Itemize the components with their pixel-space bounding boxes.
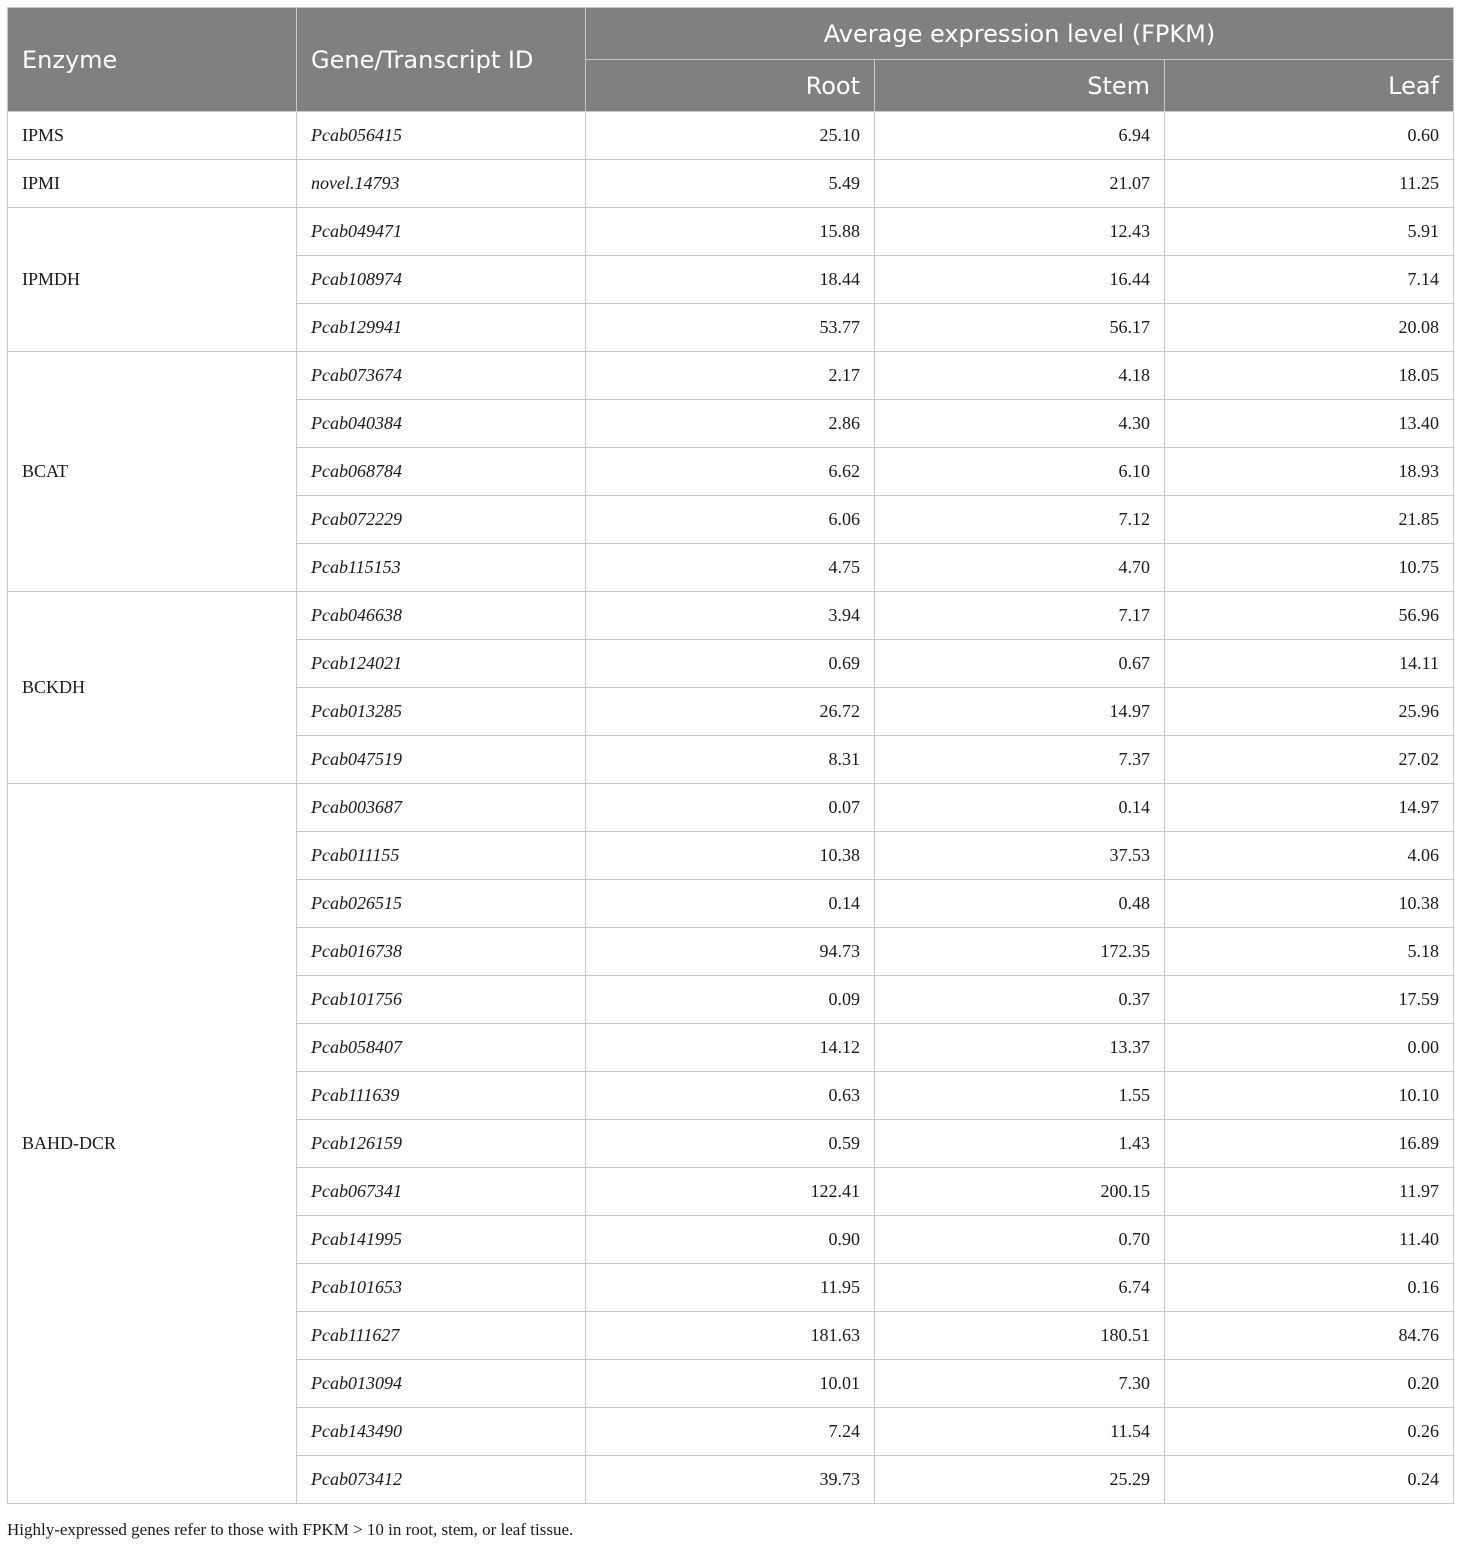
header-enzyme: Enzyme <box>8 8 297 112</box>
leaf-value-cell: 21.85 <box>1165 496 1454 544</box>
leaf-value-cell: 7.14 <box>1165 256 1454 304</box>
leaf-value-cell: 0.60 <box>1165 112 1454 160</box>
gene-id-cell: Pcab129941 <box>297 304 586 352</box>
root-value-cell: 18.44 <box>586 256 875 304</box>
gene-id-cell: Pcab101653 <box>297 1264 586 1312</box>
gene-id-cell: Pcab013094 <box>297 1360 586 1408</box>
stem-value-cell: 21.07 <box>875 160 1165 208</box>
header-expression-group: Average expression level (FPKM) <box>586 8 1454 60</box>
root-value-cell: 181.63 <box>586 1312 875 1360</box>
root-value-cell: 7.24 <box>586 1408 875 1456</box>
gene-id-cell: Pcab013285 <box>297 688 586 736</box>
leaf-value-cell: 0.26 <box>1165 1408 1454 1456</box>
gene-id-cell: Pcab111639 <box>297 1072 586 1120</box>
gene-id-cell: Pcab108974 <box>297 256 586 304</box>
leaf-value-cell: 84.76 <box>1165 1312 1454 1360</box>
stem-value-cell: 0.14 <box>875 784 1165 832</box>
stem-value-cell: 16.44 <box>875 256 1165 304</box>
root-value-cell: 26.72 <box>586 688 875 736</box>
stem-value-cell: 1.55 <box>875 1072 1165 1120</box>
table-row <box>8 112 1454 160</box>
root-value-cell: 4.75 <box>586 544 875 592</box>
root-value-cell: 0.90 <box>586 1216 875 1264</box>
leaf-value-cell: 0.16 <box>1165 1264 1454 1312</box>
table-footnote: Highly-expressed genes refer to those with FPKM > 10 in root, stem, or leaf tissue. <box>7 1520 574 1539</box>
leaf-value-cell: 25.96 <box>1165 688 1454 736</box>
header-stem: Stem <box>875 60 1165 112</box>
header-leaf: Leaf <box>1165 60 1454 112</box>
root-value-cell: 0.09 <box>586 976 875 1024</box>
root-value-cell: 25.10 <box>586 112 875 160</box>
stem-value-cell: 14.97 <box>875 688 1165 736</box>
root-value-cell: 0.14 <box>586 880 875 928</box>
leaf-value-cell: 17.59 <box>1165 976 1454 1024</box>
root-value-cell: 14.12 <box>586 1024 875 1072</box>
expression-table-container <box>7 7 1453 1504</box>
gene-id-cell: Pcab124021 <box>297 640 586 688</box>
stem-value-cell: 0.70 <box>875 1216 1165 1264</box>
table-row <box>8 208 1454 256</box>
table-body <box>8 112 1454 1504</box>
root-value-cell: 122.41 <box>586 1168 875 1216</box>
root-value-cell: 0.59 <box>586 1120 875 1168</box>
gene-id-cell: Pcab011155 <box>297 832 586 880</box>
stem-value-cell: 25.29 <box>875 1456 1165 1504</box>
gene-id-cell: Pcab026515 <box>297 880 586 928</box>
stem-value-cell: 0.37 <box>875 976 1165 1024</box>
table-row <box>8 160 1454 208</box>
leaf-value-cell: 18.93 <box>1165 448 1454 496</box>
header-root: Root <box>586 60 875 112</box>
gene-id-cell: Pcab068784 <box>297 448 586 496</box>
enzyme-cell: BAHD-DCR <box>8 784 297 1504</box>
gene-id-cell: Pcab073412 <box>297 1456 586 1504</box>
stem-value-cell: 4.70 <box>875 544 1165 592</box>
gene-id-cell: Pcab049471 <box>297 208 586 256</box>
stem-value-cell: 6.10 <box>875 448 1165 496</box>
table-row <box>8 592 1454 640</box>
leaf-value-cell: 16.89 <box>1165 1120 1454 1168</box>
gene-id-cell: Pcab003687 <box>297 784 586 832</box>
leaf-value-cell: 10.75 <box>1165 544 1454 592</box>
stem-value-cell: 37.53 <box>875 832 1165 880</box>
leaf-value-cell: 13.40 <box>1165 400 1454 448</box>
gene-id-cell: Pcab101756 <box>297 976 586 1024</box>
root-value-cell: 0.63 <box>586 1072 875 1120</box>
root-value-cell: 39.73 <box>586 1456 875 1504</box>
gene-id-cell: Pcab141995 <box>297 1216 586 1264</box>
stem-value-cell: 13.37 <box>875 1024 1165 1072</box>
root-value-cell: 11.95 <box>586 1264 875 1312</box>
stem-value-cell: 7.30 <box>875 1360 1165 1408</box>
leaf-value-cell: 27.02 <box>1165 736 1454 784</box>
leaf-value-cell: 20.08 <box>1165 304 1454 352</box>
stem-value-cell: 56.17 <box>875 304 1165 352</box>
stem-value-cell: 180.51 <box>875 1312 1165 1360</box>
root-value-cell: 15.88 <box>586 208 875 256</box>
gene-id-cell: Pcab126159 <box>297 1120 586 1168</box>
stem-value-cell: 6.94 <box>875 112 1165 160</box>
leaf-value-cell: 11.25 <box>1165 160 1454 208</box>
stem-value-cell: 11.54 <box>875 1408 1165 1456</box>
gene-id-cell: Pcab056415 <box>297 112 586 160</box>
root-value-cell: 10.38 <box>586 832 875 880</box>
enzyme-cell: IPMS <box>8 112 297 160</box>
gene-id-cell: Pcab073674 <box>297 352 586 400</box>
leaf-value-cell: 10.38 <box>1165 880 1454 928</box>
expression-table <box>7 7 1454 1504</box>
root-value-cell: 2.17 <box>586 352 875 400</box>
gene-id-cell: Pcab143490 <box>297 1408 586 1456</box>
gene-id-cell: Pcab047519 <box>297 736 586 784</box>
table-header <box>8 8 1454 112</box>
root-value-cell: 5.49 <box>586 160 875 208</box>
enzyme-cell: BCAT <box>8 352 297 592</box>
header-gene-id: Gene/Transcript ID <box>297 8 586 112</box>
stem-value-cell: 12.43 <box>875 208 1165 256</box>
root-value-cell: 0.07 <box>586 784 875 832</box>
gene-id-cell: Pcab040384 <box>297 400 586 448</box>
root-value-cell: 53.77 <box>586 304 875 352</box>
stem-value-cell: 200.15 <box>875 1168 1165 1216</box>
table-row <box>8 784 1454 832</box>
root-value-cell: 6.62 <box>586 448 875 496</box>
root-value-cell: 10.01 <box>586 1360 875 1408</box>
leaf-value-cell: 4.06 <box>1165 832 1454 880</box>
gene-id-cell: Pcab067341 <box>297 1168 586 1216</box>
root-value-cell: 6.06 <box>586 496 875 544</box>
leaf-value-cell: 18.05 <box>1165 352 1454 400</box>
leaf-value-cell: 0.20 <box>1165 1360 1454 1408</box>
leaf-value-cell: 0.00 <box>1165 1024 1454 1072</box>
gene-id-cell: Pcab046638 <box>297 592 586 640</box>
leaf-value-cell: 10.10 <box>1165 1072 1454 1120</box>
root-value-cell: 0.69 <box>586 640 875 688</box>
stem-value-cell: 1.43 <box>875 1120 1165 1168</box>
stem-value-cell: 4.18 <box>875 352 1165 400</box>
stem-value-cell: 6.74 <box>875 1264 1165 1312</box>
stem-value-cell: 172.35 <box>875 928 1165 976</box>
gene-id-cell: Pcab111627 <box>297 1312 586 1360</box>
leaf-value-cell: 5.91 <box>1165 208 1454 256</box>
leaf-value-cell: 5.18 <box>1165 928 1454 976</box>
leaf-value-cell: 14.11 <box>1165 640 1454 688</box>
gene-id-cell: novel.14793 <box>297 160 586 208</box>
leaf-value-cell: 56.96 <box>1165 592 1454 640</box>
leaf-value-cell: 11.97 <box>1165 1168 1454 1216</box>
leaf-value-cell: 14.97 <box>1165 784 1454 832</box>
stem-value-cell: 7.17 <box>875 592 1165 640</box>
gene-id-cell: Pcab058407 <box>297 1024 586 1072</box>
table-row <box>8 352 1454 400</box>
enzyme-cell: IPMI <box>8 160 297 208</box>
stem-value-cell: 7.12 <box>875 496 1165 544</box>
leaf-value-cell: 0.24 <box>1165 1456 1454 1504</box>
root-value-cell: 2.86 <box>586 400 875 448</box>
stem-value-cell: 0.48 <box>875 880 1165 928</box>
root-value-cell: 8.31 <box>586 736 875 784</box>
root-value-cell: 94.73 <box>586 928 875 976</box>
gene-id-cell: Pcab072229 <box>297 496 586 544</box>
stem-value-cell: 4.30 <box>875 400 1165 448</box>
leaf-value-cell: 11.40 <box>1165 1216 1454 1264</box>
enzyme-cell: BCKDH <box>8 592 297 784</box>
stem-value-cell: 0.67 <box>875 640 1165 688</box>
gene-id-cell: Pcab016738 <box>297 928 586 976</box>
root-value-cell: 3.94 <box>586 592 875 640</box>
enzyme-cell: IPMDH <box>8 208 297 352</box>
gene-id-cell: Pcab115153 <box>297 544 586 592</box>
stem-value-cell: 7.37 <box>875 736 1165 784</box>
